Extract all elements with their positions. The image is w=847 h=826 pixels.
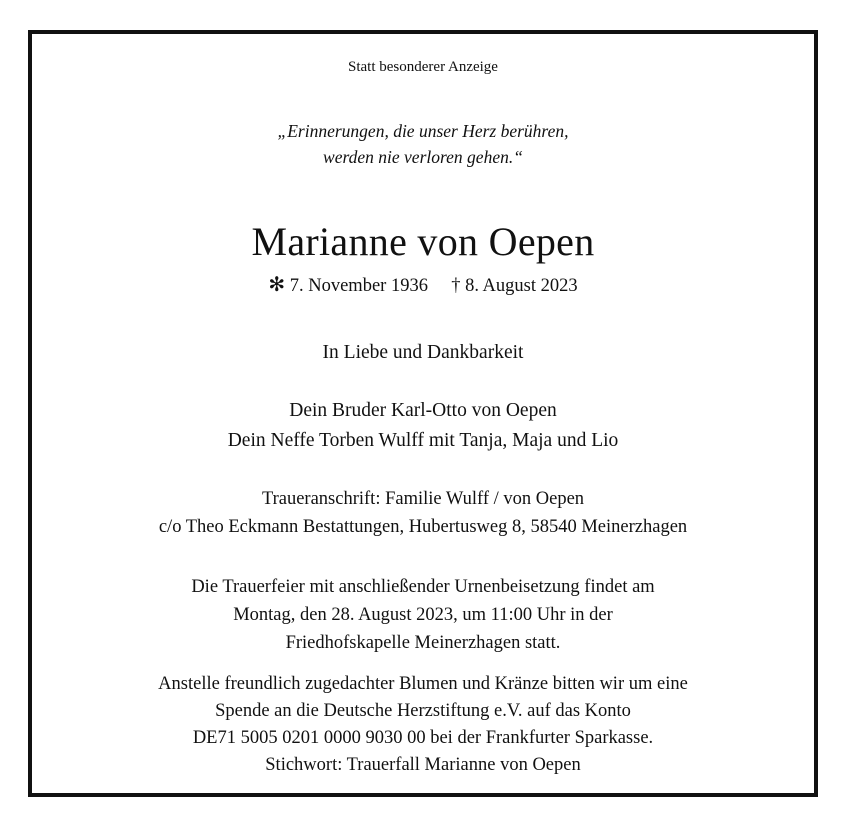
ceremony-line-1: Die Trauerfeier mit anschließender Urnenbeisetzung findet am: [191, 577, 655, 597]
quote-line-1: „Erinnerungen, die unser Herz berühren,: [277, 121, 569, 141]
donation-line-2: Spende an die Deutsche Herzstiftung e.V. auf das Konto: [215, 701, 631, 721]
donation-line-3: DE71 5005 0201 0000 9030 00 bei der Frankfurter Sparkasse.: [192, 728, 654, 748]
ceremony-line-3: Friedhofskapelle Meinerzhagen statt.: [285, 633, 561, 653]
notice-heading: Statt besonderer Anzeige: [348, 59, 498, 75]
mourner-line-2: Dein Neffe Torben Wulff mit Tanja, Maja und Lio: [227, 430, 619, 451]
ceremony-line-2: Montag, den 28. August 2023, um 11:00 Uhr in der: [233, 605, 613, 625]
address-line-1: Traueranschrift: Familie Wulff / von Oepen: [261, 489, 585, 509]
death-date: 8. August 2023: [465, 276, 578, 296]
address-line-2: c/o Theo Eckmann Bestattungen, Hubertusweg 8, 58540 Meinerzhagen: [158, 517, 688, 537]
obituary-frame: [28, 30, 818, 797]
deceased-name: Marianne von Oepen: [251, 219, 595, 264]
death-cross-icon: †: [451, 276, 461, 296]
donation-line-1: Anstelle freundlich zugedachter Blumen und Kränze bitten wir um eine: [158, 674, 688, 694]
mourner-line-1: Dein Bruder Karl-Otto von Oepen: [289, 400, 557, 421]
quote-line-2: werden nie verloren gehen.“: [323, 147, 523, 167]
life-dates: [32, 272, 814, 297]
birth-star-icon: ✻: [268, 274, 286, 296]
donation-line-4: Stichwort: Trauerfall Marianne von Oepen: [265, 755, 581, 775]
birth-date: 7. November 1936: [289, 276, 428, 296]
dedication-text: In Liebe und Dankbarkeit: [322, 342, 524, 363]
